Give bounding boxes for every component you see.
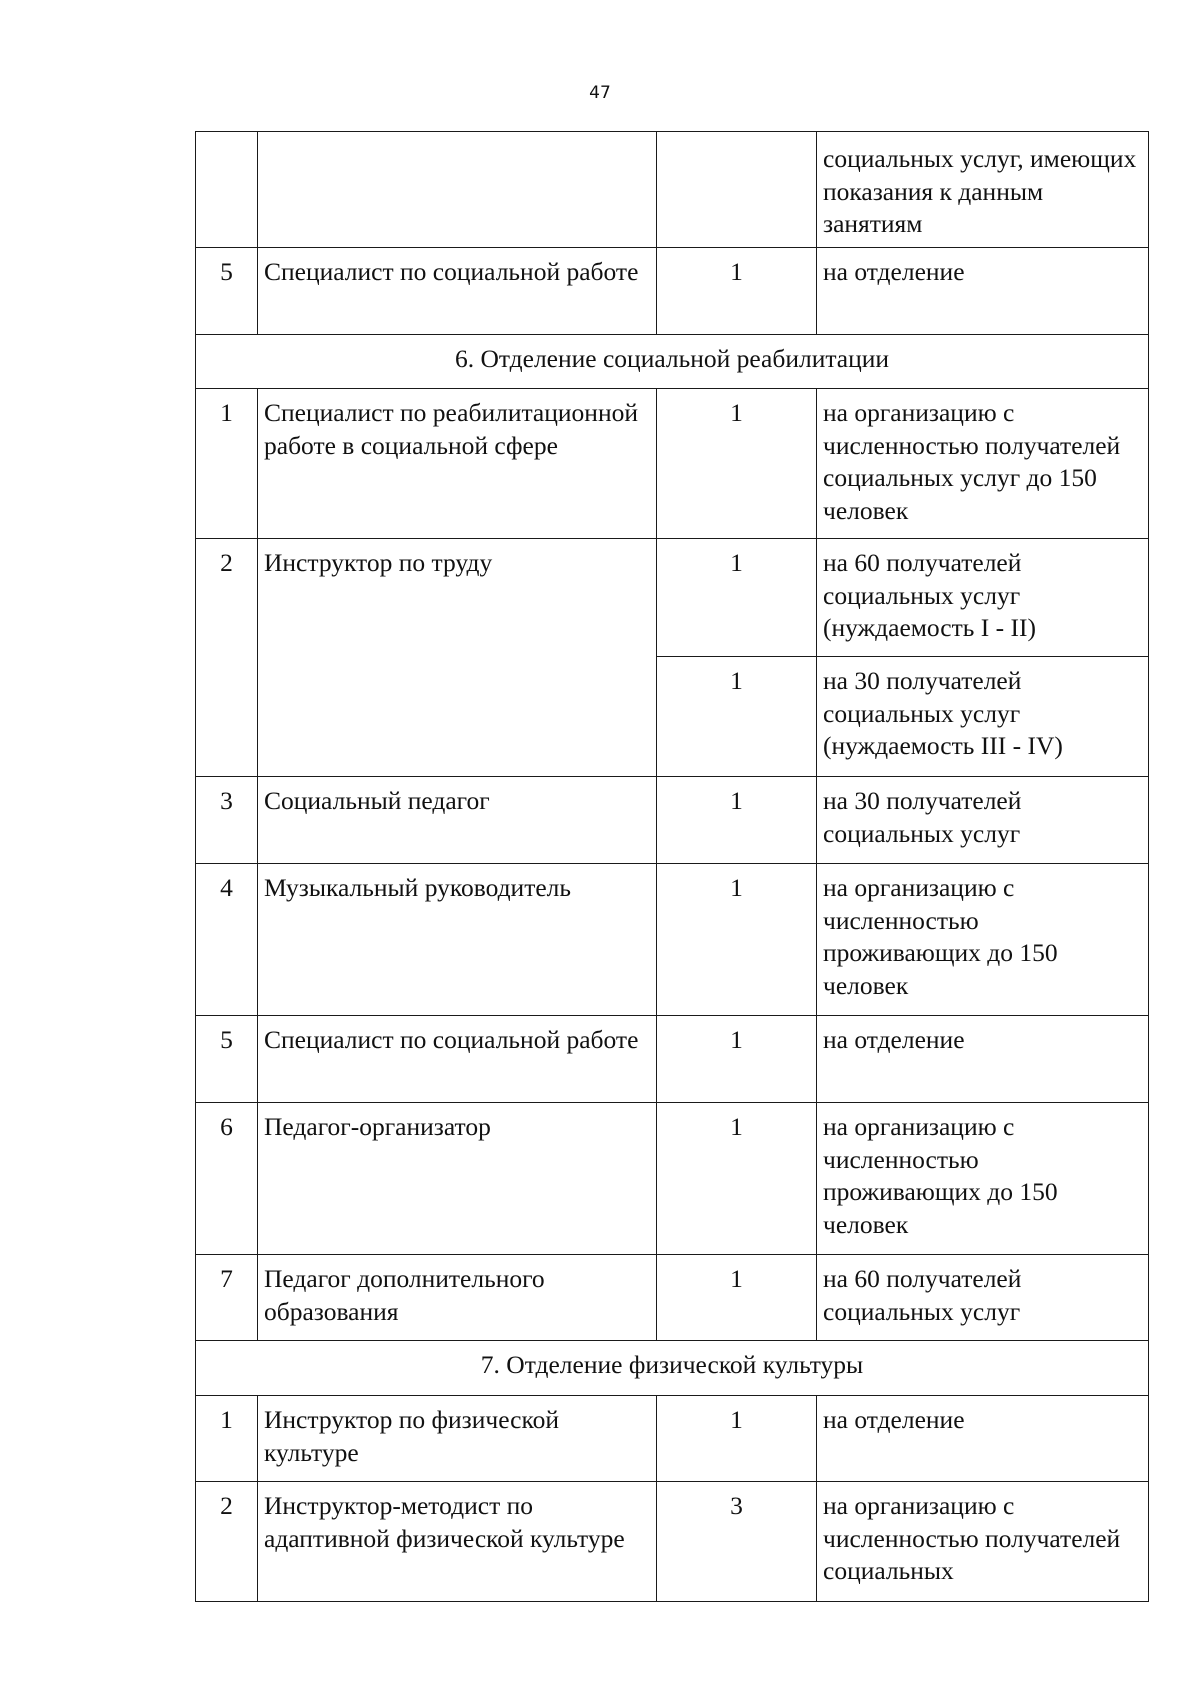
table-row [196,1103,1149,1255]
staff-quantity: 3 [657,1482,817,1602]
table-row [196,864,1149,1016]
position-name: Специалист по реабилитационной работе в социальной сфере [258,389,657,539]
staff-quantity: 1 [657,864,817,1016]
staff-quantity: 1 [657,389,817,539]
table-row [196,1255,1149,1341]
row-number: 7 [196,1255,258,1341]
row-number: 1 [196,389,258,539]
staffing-norm: на 30 получателей социальных услуг [817,777,1149,864]
position-name: Инструктор-методист по адаптивной физической культуре [258,1482,657,1602]
staff-quantity: 1 [657,1396,817,1482]
position-name [258,132,657,248]
table-row [196,1016,1149,1103]
row-number: 3 [196,777,258,864]
row-number: 2 [196,1482,258,1602]
staff-quantity: 1 [657,657,817,777]
staff-quantity: 1 [657,1255,817,1341]
position-name: Инструктор по труду [258,539,657,777]
row-number: 5 [196,248,258,335]
section-heading: 6. Отделение социальной реабилитации [196,335,1149,389]
staffing-norm: на организацию с численностью проживающих до 150 человек [817,864,1149,1016]
position-name: Музыкальный руководитель [258,864,657,1016]
staffing-norm: на организацию с численностью получателей социальных [817,1482,1149,1602]
position-name: Инструктор по физической культуре [258,1396,657,1482]
row-number: 1 [196,1396,258,1482]
staffing-norm: на организацию с численностью проживающих до 150 человек [817,1103,1149,1255]
staffing-norm: на 30 получателей социальных услуг (нуждаемость III - IV) [817,657,1149,777]
staffing-norm: социальных услуг, имеющих показания к данным занятиям [817,132,1149,248]
staffing-table-body [196,132,1149,1602]
table-row [196,248,1149,335]
staffing-norm: на 60 получателей социальных услуг [817,1255,1149,1341]
table-row [196,389,1149,539]
staff-quantity [657,132,817,248]
staffing-norm: на отделение [817,248,1149,335]
row-number: 4 [196,864,258,1016]
row-number: 6 [196,1103,258,1255]
staff-quantity: 1 [657,1103,817,1255]
staffing-norm: на отделение [817,1396,1149,1482]
table-row [196,1482,1149,1602]
section-heading: 7. Отделение физической культуры [196,1341,1149,1396]
staffing-norm: на 60 получателей социальных услуг (нуждаемость I - II) [817,539,1149,657]
staff-quantity: 1 [657,539,817,657]
position-name: Специалист по социальной работе [258,248,657,335]
row-number [196,132,258,248]
table-row [196,539,1149,657]
staff-quantity: 1 [657,248,817,335]
position-name: Педагог дополнительного образования [258,1255,657,1341]
position-name: Педагог-организатор [258,1103,657,1255]
position-name: Специалист по социальной работе [258,1016,657,1103]
table-row [196,777,1149,864]
section-row [196,335,1149,389]
staff-quantity: 1 [657,1016,817,1103]
position-name: Социальный педагог [258,777,657,864]
table-row [196,132,1149,248]
staffing-table [195,131,1149,1602]
staff-quantity: 1 [657,777,817,864]
page-number: 47 [589,83,611,103]
table-row [196,1396,1149,1482]
section-row [196,1341,1149,1396]
row-number: 5 [196,1016,258,1103]
staffing-norm: на организацию с численностью получателей социальных услуг до 150 человек [817,389,1149,539]
row-number: 2 [196,539,258,777]
staffing-norm: на отделение [817,1016,1149,1103]
